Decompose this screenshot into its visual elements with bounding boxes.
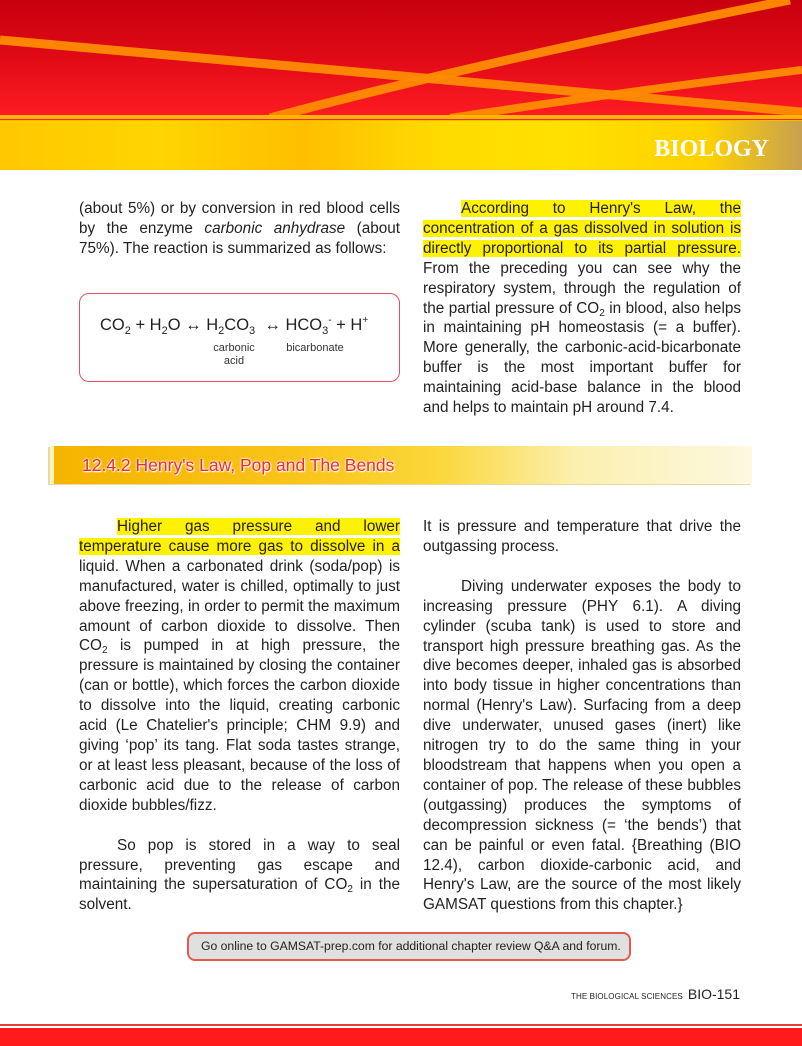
banner-swoosh-lines	[0, 0, 802, 120]
paragraph	[79, 836, 400, 916]
eq-o: O	[167, 316, 181, 334]
eq-co: CO	[100, 316, 125, 334]
eq-sup: -	[328, 315, 332, 326]
label-line: acid	[223, 355, 245, 367]
text-run: liquid. When a carbonated drink (soda/pop) is manufactured, water is chilled, optimally to just above freezing, in order to permit the maximum amount of carbon dioxide to dissolve. Then CO	[79, 557, 400, 655]
footer-divider	[0, 1024, 802, 1026]
right-bottom-column	[423, 517, 741, 915]
eq-sub: 2	[218, 325, 225, 337]
eq-sub: 2	[124, 325, 131, 337]
highlighted-text: Higher gas pressure and lower temperature cause more gas to dissolve in a	[79, 518, 400, 555]
eq-sub: 3	[322, 325, 329, 337]
page-number: BIO-151	[687, 986, 740, 1002]
online-resources-note: Go online to GAMSAT-prep.com for additional chapter review Q&A and forum.	[187, 932, 631, 961]
book-title: THE BIOLOGICAL SCIENCES	[571, 992, 683, 1001]
text-run: in blood, also helps in maintaining pH homeostasis (= a buffer). More generally, the carbonic-acid-bicarbonate buffer is the most important buffer for maintaining acid-base balance in the blood and helps to maintain pH around 7.4.	[423, 299, 741, 417]
eq-sub: 3	[249, 325, 256, 337]
double-arrow-icon: ↔	[259, 316, 286, 334]
right-top-paragraph	[423, 199, 741, 418]
paragraph: Diving underwater exposes the body to increasing pressure (PHY 6.1). A diving cylinder (scuba tank) is used to store and transport high pressure breathing gas. As the dive becomes deeper, inhaled gas is absorbed into body tissue in higher concentrations than normal (Henry's Law). Surfacing from a deep dive underwater, unused gases (inert) like nitrogen try to do the same thing in your bloodstream that happens when you open a container of pop. The release of these bubbles (outgassing) produces the symptoms of decompression sickness (= ‘the bends’) that can be painful or even fatal. {Breathing (BIO 12.4), carbon dioxide-carbonic acid, and Henry's Law, are the source of the most likely GAMSAT questions from this chapter.}	[423, 577, 741, 914]
eq-h: H	[206, 316, 219, 334]
eq-plus-h: + H	[130, 316, 162, 334]
enzyme-name: carbonic anhydrase	[204, 219, 346, 237]
eq-co: CO	[224, 316, 250, 334]
left-top-paragraph	[79, 199, 400, 259]
text-run: in the solvent.	[79, 876, 400, 914]
text-run: So pop is stored in a way to seal pressure, preventing gas escape and maintaining the supersaturation of CO	[79, 836, 400, 894]
footer-red-bar	[0, 1028, 802, 1046]
subscript: 2	[101, 645, 108, 657]
text-run: (about 5%) or by conversion in red blood cells by the enzyme	[79, 200, 400, 237]
equation-box	[79, 293, 400, 382]
text-run: From the preceding you can see why the respiratory system, through the regulation of the partial pressure of CO	[423, 259, 741, 317]
label-carbonic-acid	[207, 342, 261, 368]
label-line: carbonic	[213, 342, 255, 354]
chemical-equation	[100, 316, 368, 335]
eq-hco: HCO	[285, 316, 323, 334]
subscript: 2	[599, 307, 605, 319]
double-arrow-icon: ↔	[180, 316, 207, 334]
left-bottom-column	[79, 517, 400, 915]
label-bicarbonate: bicarbonate	[286, 342, 344, 354]
eq-plus-h: + H	[331, 316, 363, 334]
paragraph: It is pressure and temperature that drive the outgassing process.	[423, 518, 741, 555]
page-footer	[571, 986, 740, 1002]
subscript: 2	[347, 884, 353, 896]
text-run: is pumped in at high pressure, the pressure is maintained by closing the container (can or bottle), which forces the carbon dioxide to dissolve into the liquid, creating carbonic acid (Le Chatelier's principle; CHM 9.9) and giving ‘pop’ its tang. Flat soda tastes strange, or at least less pleasant, because of the loss of carbonic acid due to the release of carbon dioxide bubbles/fizz.	[79, 637, 400, 814]
section-label: BIOLOGY	[654, 136, 769, 162]
eq-sup: +	[362, 315, 369, 326]
highlighted-text: According to Henry's Law, the concentration of a gas dissolved in solution is directly proportional to its partial pressure.	[423, 200, 741, 257]
eq-sub: 2	[161, 325, 168, 337]
paragraph	[79, 517, 400, 816]
header-banner	[0, 0, 802, 170]
text-run: (about 75%). The reaction is summarized as follows:	[79, 219, 401, 257]
section-heading: 12.4.2 Henry's Law, Pop and The Bends	[82, 455, 395, 475]
